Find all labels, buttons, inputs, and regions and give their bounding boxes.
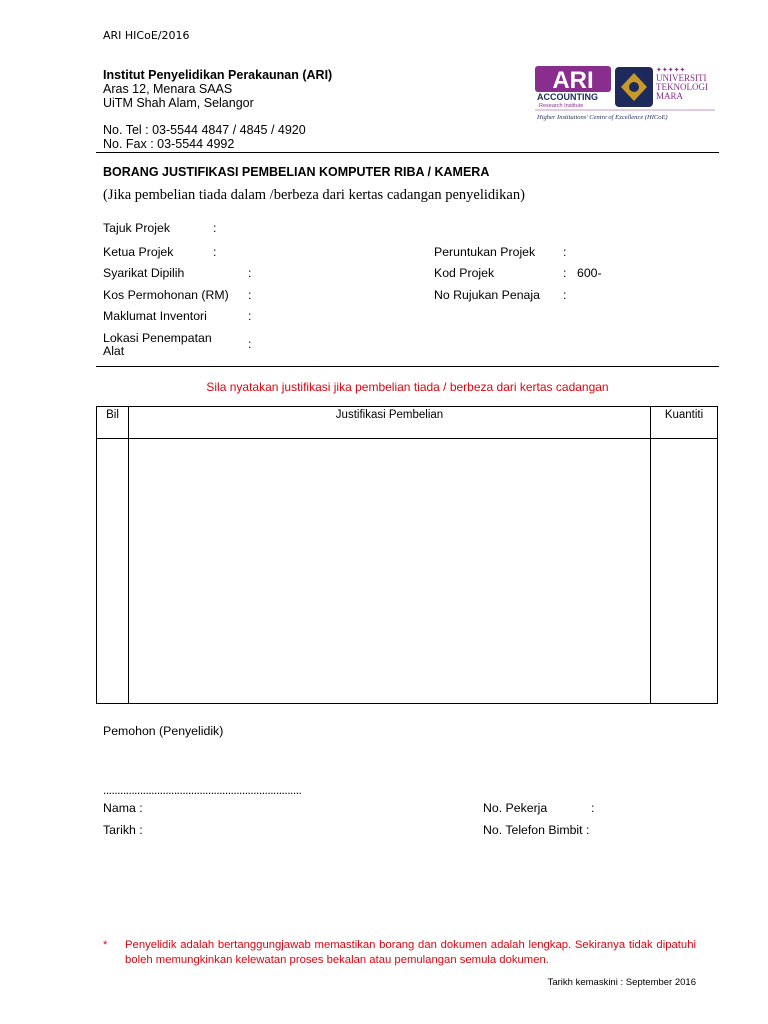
jawi-script-mark: ✦✦✦✦✦ (656, 66, 686, 74)
uitm-logo-text-2: TEKNOLOGI (656, 82, 708, 92)
colon-tajuk: : (213, 221, 217, 235)
colon-maklumat: : (248, 309, 252, 323)
document-reference: ARI HICoE/2016 (103, 29, 190, 42)
header-kuantiti: Kuantiti (651, 407, 718, 439)
ari-uitm-logo (535, 63, 715, 123)
address-line-1: Aras 12, Menara SAAS (103, 82, 233, 96)
justification-instruction: Sila nyatakan justifikasi jika pembelian tiada / berbeza dari kertas cadangan (206, 380, 609, 394)
justification-table (96, 406, 718, 704)
form-title: BORANG JUSTIFIKASI PEMBELIAN KOMPUTER RIBA / KAMERA (103, 165, 490, 179)
last-updated: Tarikh kemaskini : September 2016 (547, 977, 696, 988)
justifikasi-cell[interactable] (129, 439, 651, 704)
warning-asterisk: * (103, 939, 108, 951)
no-telefon-label: No. Telefon Bimbit : (483, 823, 590, 837)
colon-pekerja: : (591, 801, 595, 815)
fields-divider (96, 366, 719, 367)
ari-logo-text: ARI (552, 67, 594, 94)
label-syarikat: Syarikat Dipilih (103, 266, 185, 280)
telephone-line: No. Tel : 03-5544 4847 / 4845 / 4920 (103, 123, 306, 137)
research-logo-text: Research Institute (539, 103, 584, 109)
colon-kos: : (248, 288, 252, 302)
table-row (97, 439, 718, 704)
address-line-2: UiTM Shah Alam, Selangor (103, 96, 254, 110)
colon-syarikat: : (248, 266, 252, 280)
label-tajuk-projek: Tajuk Projek (103, 221, 170, 235)
uitm-logo-text-1: UNIVERSITI (656, 73, 707, 83)
colon-ketua: : (213, 245, 217, 259)
accounting-logo-text: ACCOUNTING (537, 92, 598, 102)
fax-line: No. Fax : 03-5544 4992 (103, 137, 235, 151)
tarikh-label: Tarikh : (103, 823, 143, 837)
nama-label: Nama : (103, 801, 143, 815)
label-lokasi-line-1: Lokasi Penempatan (103, 331, 212, 345)
colon-rujukan: : (563, 288, 567, 302)
label-kos-permohonan: Kos Permohonan (RM) (103, 288, 229, 302)
colon-kod: : (563, 266, 567, 280)
colon-peruntukan: : (563, 245, 567, 259)
bil-cell[interactable] (97, 439, 129, 704)
header-divider (96, 152, 719, 153)
signature-line: ...................................................................... (103, 783, 302, 797)
uitm-logo-text-3: MARA (656, 91, 684, 101)
label-no-rujukan-penaja: No Rujukan Penaja (434, 288, 540, 302)
colon-lokasi: : (248, 337, 252, 351)
warning-text: Penyelidik adalah bertanggungjawab memastikan borang dan dokumen adalah lengkap. Sekiranya tidak dipatuhi boleh memungkinkan kelewatan proses bekalan atau pemulangan semula dokumen. (125, 939, 696, 966)
label-ketua-projek: Ketua Projek (103, 245, 174, 259)
header-bil: Bil (97, 407, 129, 439)
pemohon-label: Pemohon (Penyelidik) (103, 724, 224, 738)
label-kod-projek: Kod Projek (434, 266, 495, 280)
hicoe-tagline: Higher Institutions' Centre of Excellence (HICoE) (537, 114, 668, 121)
label-lokasi-line-2: Alat (103, 344, 125, 358)
logo-graphic (535, 63, 715, 123)
kuantiti-cell[interactable] (651, 439, 718, 704)
no-pekerja-label: No. Pekerja (483, 801, 548, 815)
header-justifikasi: Justifikasi Pembelian (129, 407, 651, 439)
form-subtitle: (Jika pembelian tiada dalam /berbeza dari kertas cadangan penyelidikan) (103, 187, 525, 203)
table-header-row (97, 407, 718, 439)
kod-projek-value: 600- (577, 266, 602, 280)
institute-name: Institut Penyelidikan Perakaunan (ARI) (103, 68, 333, 82)
label-maklumat-inventori: Maklumat Inventori (103, 309, 207, 323)
label-peruntukan-projek: Peruntukan Projek (434, 245, 536, 259)
